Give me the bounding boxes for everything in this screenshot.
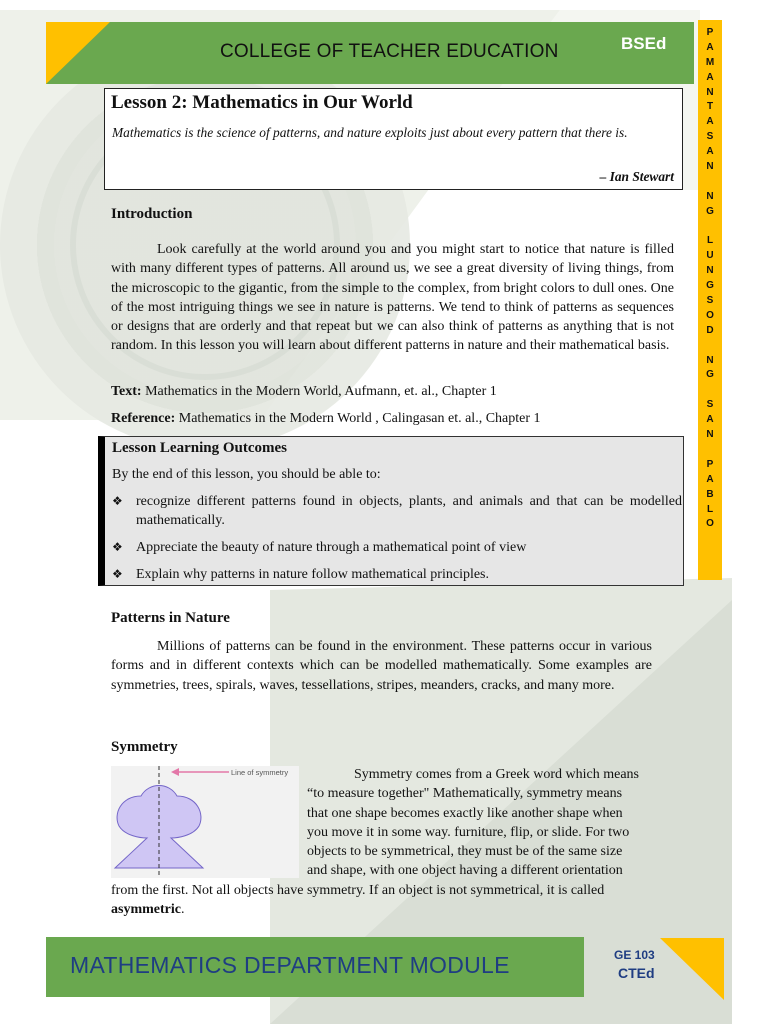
outcomes-intro: By the end of this lesson, you should be able to: xyxy=(112,467,381,482)
quote-author: – Ian Stewart xyxy=(599,169,674,184)
symmetry-tail-end: . xyxy=(180,902,185,918)
symmetry-body xyxy=(307,765,669,881)
diamond-bullet-icon: ❖ xyxy=(112,567,123,581)
department-code: CTEd xyxy=(618,965,655,981)
symmetry-line: objects to be symmetrical, they must be of the same size xyxy=(307,844,623,860)
strip-letter: A xyxy=(706,41,714,53)
symmetry-line: that one shape becomes exactly like another shape when xyxy=(307,805,623,821)
outcome-text: Appreciate the beauty of nature through a mathematical point of view xyxy=(136,540,527,555)
opening-quote: Mathematics is the science of patterns, and nature exploits just about every pattern that there is. xyxy=(112,125,628,140)
strip-letter: O xyxy=(706,309,714,321)
strip-letter: N xyxy=(706,86,714,98)
strip-letter: U xyxy=(706,250,714,262)
asymmetric-term: asymmetric xyxy=(111,902,181,918)
text-value: Mathematics in the Modern World, Aufmann, et. al., Chapter 1 xyxy=(141,384,497,399)
strip-letter: L xyxy=(706,503,714,515)
strip-letter: A xyxy=(706,473,714,485)
diamond-bullet-icon: ❖ xyxy=(112,494,123,508)
strip-letter: D xyxy=(706,324,714,336)
header-corner-triangle xyxy=(46,22,110,84)
strip-letter: A xyxy=(706,414,714,426)
strip-letter: G xyxy=(706,280,714,292)
reference-line xyxy=(111,409,674,428)
strip-letter: S xyxy=(706,399,714,411)
symmetry-tail xyxy=(111,881,674,920)
patterns-heading: Patterns in Nature xyxy=(111,610,230,626)
symmetry-figure xyxy=(111,766,299,878)
symmetry-line: and shape, with one object having a different orientation xyxy=(307,863,623,879)
text-line xyxy=(111,382,674,401)
strip-letter: N xyxy=(706,429,714,441)
strip-letter: G xyxy=(706,369,714,381)
introduction-heading: Introduction xyxy=(111,206,193,222)
learning-outcomes-box xyxy=(98,436,684,586)
diamond-bullet-icon: ❖ xyxy=(112,540,123,554)
course-code: GE 103 xyxy=(614,948,655,962)
strip-letter: B xyxy=(706,488,714,500)
symmetry-line: you move it in some way. furniture, flip, or slide. For two xyxy=(307,824,630,840)
footer-corner-triangle xyxy=(660,938,724,1000)
strip-letter: A xyxy=(706,146,714,158)
symmetry-line: Symmetry comes from a Greek word which means xyxy=(354,767,639,782)
strip-letter: G xyxy=(706,205,714,217)
reference-label: Reference: xyxy=(111,411,176,426)
strip-letter: A xyxy=(706,116,714,128)
program-tag: BSEd xyxy=(621,34,667,53)
strip-letter: S xyxy=(706,131,714,143)
strip-letter: S xyxy=(706,295,714,307)
strip-letter: P xyxy=(706,458,714,470)
lesson-title: Lesson 2: Mathematics in Our World xyxy=(111,92,413,113)
line-of-symmetry-label: Line of symmetry xyxy=(231,768,289,777)
strip-letter: O xyxy=(706,518,714,530)
strip-letter: N xyxy=(706,190,714,202)
symmetry-tail-text: from the first. Not all objects have symmetry. If an object is not symmetrical, it is called xyxy=(111,883,605,898)
outcome-item xyxy=(112,565,682,584)
strip-letter: A xyxy=(706,71,714,83)
strip-letter: P xyxy=(706,27,714,38)
strip-letter: N xyxy=(706,161,714,173)
lesson-title-box xyxy=(104,88,683,190)
introduction-body: Look carefully at the world around you and you might start to notice that nature is filled with many different types of patterns. All around us, we see a great diversity of living things, from the microscopic to the gigantic, from the simple to the complex, from bright colors to dull ones. One of the most intriguing things we see in nature is patterns. We tend to think of patterns as sequences or designs that are orderly and that repeat but we can also think of patterns as anything that is not random. In this lesson you will learn about different patterns in nature and their mathematical basis. xyxy=(111,242,674,354)
strip-letter: M xyxy=(705,56,715,68)
outcomes-heading: Lesson Learning Outcomes xyxy=(112,440,288,456)
text-label: Text: xyxy=(111,384,142,399)
symmetry-line: “to measure together" Mathematically, symmetry means xyxy=(307,786,623,802)
university-name-strip xyxy=(698,20,722,580)
reference-value: Mathematics in the Modern World , Calingasan et. al., Chapter 1 xyxy=(175,411,541,426)
keyhole-shape-icon xyxy=(111,766,299,878)
module-title: MATHEMATICS DEPARTMENT MODULE xyxy=(70,952,510,978)
strip-letter: T xyxy=(706,101,714,113)
strip-letter: N xyxy=(706,265,714,277)
patterns-body: Millions of patterns can be found in the environment. These patterns occur in various forms and in different contexts which can be modelled mathematically. Some examples are symmetries, trees, spirals, waves, tessellations, stripes, meanders, cracks, and many more. xyxy=(111,639,652,693)
strip-letter: L xyxy=(706,235,714,247)
college-title: COLLEGE OF TEACHER EDUCATION xyxy=(220,41,559,62)
outcome-text: Explain why patterns in nature follow mathematical principles. xyxy=(136,567,490,582)
strip-letter: N xyxy=(706,354,714,366)
outcome-text: recognize different patterns found in objects, plants, and animals and that can be modelled mathematically. xyxy=(136,494,682,529)
outcome-item xyxy=(112,492,682,531)
symmetry-heading: Symmetry xyxy=(111,739,178,755)
outcome-item xyxy=(112,538,682,557)
